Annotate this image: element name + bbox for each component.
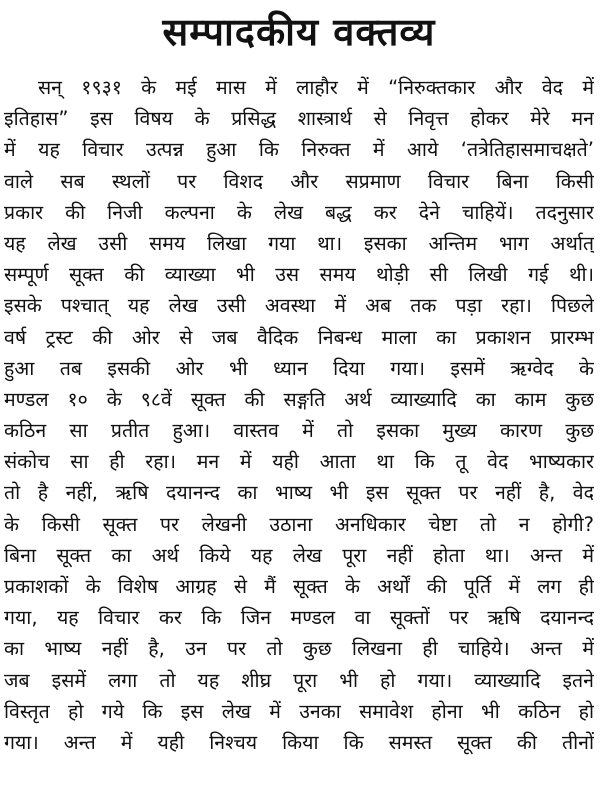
text-line: विस्तृत हो गये कि इस लेख में उनका समावेश होना भी कठिन हो [4,699,594,723]
text-line: जब इसमें लगा तो यह शीघ्र पूरा भी हो गया। व्याख्यादि इतने [4,668,594,692]
text-line: इतिहास” इस विषय के प्रसिद्ध शास्त्रार्थ से निवृत्त होकर मेरे मन [4,107,594,131]
text-line: मण्डल १० के ९८वें सूक्त की सङ्गति अर्थ व्याख्यादि का काम कुछ [4,387,594,411]
text-line: गया। अन्त में यही निश्चय किया कि समस्त सूक्त की तीनों [4,730,594,754]
text-line: हुआ तब इसकी ओर भी ध्यान दिया गया। इसमें ऋग्वेद के [4,356,594,380]
text-line: के किसी सूक्त पर लेखनी उठाना अनधिकार चेष्टा तो न होगी? [4,512,594,536]
text-line: तो है नहीं, ऋषि दयानन्द का भाष्य भी इस सूक्त पर नहीं है, वेद [4,481,594,505]
text-line: सन् १९३१ के मई मास में लाहौर में “निरुक्तकार और वेद में [38,76,594,99]
text-line: में यह विचार उत्पन्न हुआ कि निरुक्त में आये ‘तत्रेतिहासमाचक्षते’ [4,138,594,162]
text-line: वर्ष ट्रस्ट की ओर से जब वैदिक निबन्ध माला का प्रकाशन प्रारम्भ [4,325,594,349]
text-line: सम्पूर्ण सूक्त की व्याख्या भी उस समय थोड़ी सी लिखी गई थी। [4,263,594,287]
text-line: प्रकार की निजी कल्पना के लेख बद्ध कर देने चाहियें। तदनुसार [4,200,594,224]
text-line: कठिन सा प्रतीत हुआ। वास्तव में तो इसका मुख्य कारण कुछ [4,419,594,443]
text-line: प्रकाशकों के विशेष आग्रह से मैं सूक्त के अर्थों की पूर्ति में लग ही [4,575,594,598]
body-text [4,72,594,758]
text-line: का भाष्य नहीं है, उन पर तो कुछ लिखना ही चाहिये। अन्त में [4,637,594,661]
text-line: यह लेख उसी समय लिखा गया था। इसका अन्तिम भाग अर्थात् [4,231,594,255]
text-line: इसके पश्चात् यह लेख उसी अवस्था में अब तक पड़ा रहा। पिछले [4,294,594,318]
text-line: बिना सूक्त का अर्थ किये यह लेख पूरा नहीं होता था। अन्त में [4,543,594,567]
text-line: वाले सब स्थलों पर विशद और सप्रमाण विचार बिना किसी [4,169,594,193]
text-line: संकोच सा ही रहा। मन में यही आता था कि तू वेद भाष्यकार [4,450,594,474]
text-line: गया, यह विचार कर कि जिन मण्डल वा सूक्तों पर ऋषि दयानन्द [4,606,594,630]
page-title: सम्पादकीय वक्तव्य [162,10,436,54]
